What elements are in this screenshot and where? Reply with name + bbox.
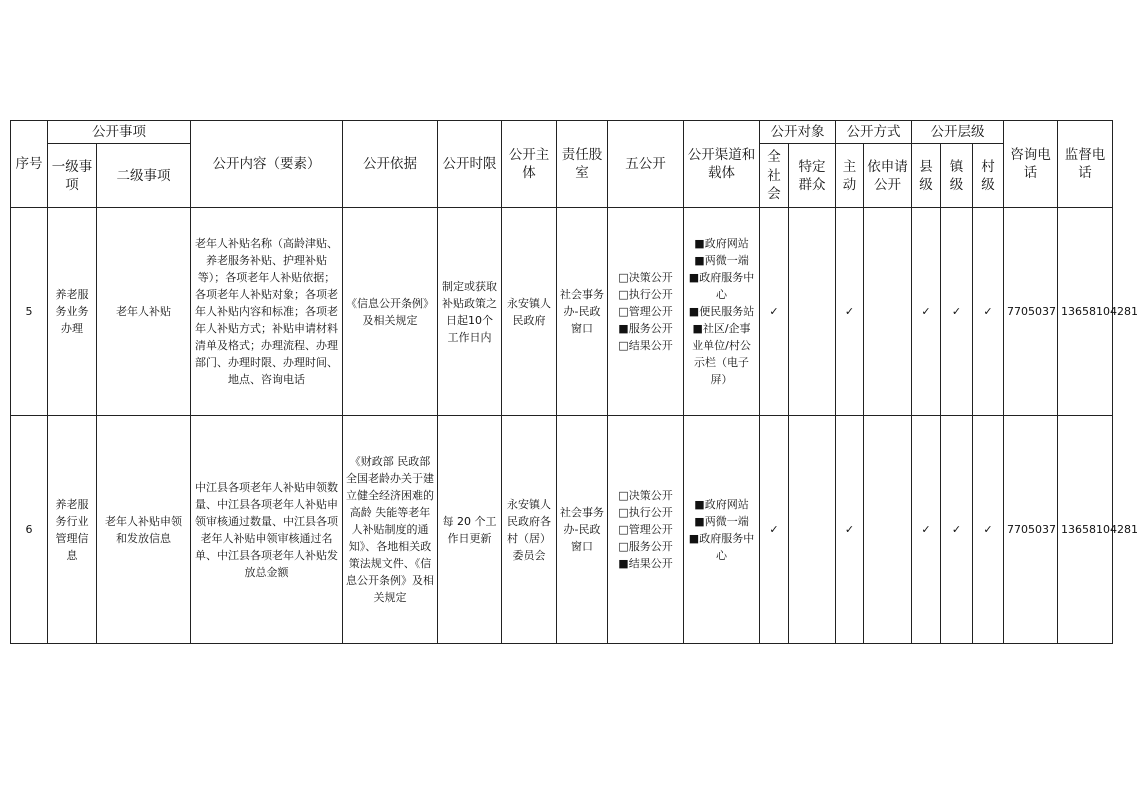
cell-subject: 永安镇人民政府各村（居）委员会 [502, 416, 557, 644]
header-item-group: 公开事项 [48, 121, 191, 144]
cell-time-limit: 每 20 个工作日更新 [438, 416, 502, 644]
cell-on-request [864, 208, 912, 416]
cell-level2: 老年人补贴申领和发放信息 [97, 416, 191, 644]
cell-basis: 《财政部 民政部 全国老龄办关于建立健全经济困难的高龄 失能等老年人补贴制度的通知》、各地相关政策法规文件、《信息公开条例》及相关规定 [343, 416, 438, 644]
cell-county: ✓ [912, 416, 941, 644]
header-all-society: 全社会 [760, 144, 789, 208]
cell-content: 中江县各项老年人补贴申领数量、中江县各项老年人补贴申领审核通过数量、中江县各项老年人补贴申领审核通过名单、中江县各项老年人补贴发放总金额 [191, 416, 343, 644]
header-on-request: 依申请公开 [864, 144, 912, 208]
header-target-group: 公开对象 [760, 121, 836, 144]
cell-consult: 7705037 [1004, 208, 1058, 416]
header-time-limit: 公开时限 [438, 121, 502, 208]
cell-county: ✓ [912, 208, 941, 416]
cell-all-society: ✓ [760, 416, 789, 644]
cell-supervise: 13658104281 [1058, 416, 1113, 644]
header-subject: 公开主体 [502, 121, 557, 208]
header-level2: 二级事项 [97, 144, 191, 208]
cell-dept: 社会事务办-民政窗口 [557, 208, 608, 416]
cell-supervise: 13658104281 [1058, 208, 1113, 416]
cell-on-request [864, 416, 912, 644]
header-seq: 序号 [11, 121, 48, 208]
header-basis: 公开依据 [343, 121, 438, 208]
table-row [11, 416, 1113, 644]
cell-channel: ■政府网站 ■两微一端 ■政府服务中心 [684, 416, 760, 644]
cell-town: ✓ [941, 416, 973, 644]
cell-level1: 养老服务行业管理信息 [48, 416, 97, 644]
disclosure-table [10, 120, 1138, 644]
cell-time-limit: 制定或获取补贴政策之日起10个工作日内 [438, 208, 502, 416]
cell-seq: 5 [11, 208, 48, 416]
header-method-group: 公开方式 [836, 121, 912, 144]
cell-town: ✓ [941, 208, 973, 416]
header-county: 县级 [912, 144, 941, 208]
header-level-group: 公开层级 [912, 121, 1004, 144]
cell-village: ✓ [973, 416, 1004, 644]
header-active: 主动 [836, 144, 864, 208]
cell-consult: 7705037 [1004, 416, 1058, 644]
header-town: 镇级 [941, 144, 973, 208]
cell-basis: 《信息公开条例》及相关规定 [343, 208, 438, 416]
header-level1: 一级事项 [48, 144, 97, 208]
cell-subject: 永安镇人民政府 [502, 208, 557, 416]
header-dept: 责任股室 [557, 121, 608, 208]
cell-channel: ■政府网站 ■两微一端 ■政府服务中心 ■便民服务站 ■社区/企事业单位/村公示栏（电子屏） [684, 208, 760, 416]
cell-village: ✓ [973, 208, 1004, 416]
header-content: 公开内容（要素） [191, 121, 343, 208]
cell-all-society: ✓ [760, 208, 789, 416]
cell-seq: 6 [11, 416, 48, 644]
cell-specific [789, 208, 836, 416]
header-consult: 咨询电话 [1004, 121, 1058, 208]
cell-level1: 养老服务业务办理 [48, 208, 97, 416]
cell-active: ✓ [836, 416, 864, 644]
header-village: 村级 [973, 144, 1004, 208]
table-row [11, 208, 1113, 416]
cell-five: □决策公开 □执行公开 □管理公开 ■服务公开 □结果公开 [608, 208, 684, 416]
header-five: 五公开 [608, 121, 684, 208]
cell-level2: 老年人补贴 [97, 208, 191, 416]
cell-specific [789, 416, 836, 644]
cell-five: □决策公开 □执行公开 □管理公开 □服务公开 ■结果公开 [608, 416, 684, 644]
header-specific: 特定群众 [789, 144, 836, 208]
cell-content: 老年人补贴名称（高龄津贴、养老服务补贴、护理补贴等）；各项老年人补贴依据；各项老年人补贴对象；各项老年人补贴内容和标准；各项老年人补贴方式；补贴申请材料清单及格式；办理流程、办理部门、办理时限、办理时间、地点、咨询电话 [191, 208, 343, 416]
header-channel: 公开渠道和载体 [684, 121, 760, 208]
cell-active: ✓ [836, 208, 864, 416]
header-supervise: 监督电话 [1058, 121, 1113, 208]
cell-dept: 社会事务办-民政窗口 [557, 416, 608, 644]
